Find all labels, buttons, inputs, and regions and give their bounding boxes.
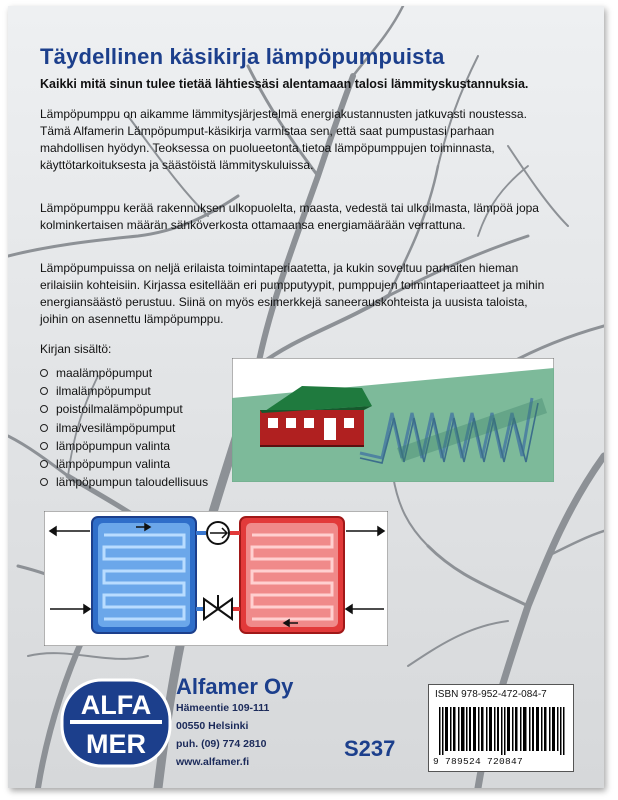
product-code: S237	[344, 736, 396, 761]
circle-bullet-icon	[40, 478, 48, 486]
list-item-label: lämpöpumpun valinta	[56, 438, 171, 453]
publisher-phone: puh. (09) 774 2810	[176, 738, 267, 750]
isbn-barcode	[428, 684, 574, 772]
publisher-name: Alfamer Oy	[176, 674, 294, 699]
list-item-label: poistoilmalämpöpumput	[56, 402, 183, 417]
book-back-cover	[8, 6, 604, 788]
list-item-label: ilma/vesilämpöpumput	[56, 420, 176, 435]
barcode-icon	[439, 707, 567, 755]
circle-bullet-icon	[40, 369, 48, 377]
list-item	[40, 473, 208, 491]
circle-bullet-icon	[40, 460, 48, 468]
contents-heading: Kirjan sisältö:	[40, 342, 112, 356]
list-item	[40, 455, 208, 473]
contents-list	[40, 364, 208, 491]
circle-bullet-icon	[40, 424, 48, 432]
isbn-label: ISBN 978-952-472-084-7	[435, 689, 547, 700]
list-item	[40, 437, 208, 455]
alfamer-logo	[60, 678, 172, 768]
circle-bullet-icon	[40, 387, 48, 395]
heat-pump-principle-diagram	[44, 511, 388, 646]
list-item-label: lämpöpumpun taloudellisuus	[56, 475, 209, 490]
circle-bullet-icon	[40, 442, 48, 450]
list-item	[40, 400, 208, 418]
list-item-label: maalämpöpumput	[56, 366, 153, 381]
subtitle: Kaikki mitä sinun tulee tietää lähtiessäsi alentamaan talosi lämmityskustannuksia.	[40, 77, 529, 91]
list-item	[40, 364, 208, 382]
logo-text-bottom: MER	[86, 729, 146, 759]
list-item-label: ilmalämpöpumput	[56, 384, 151, 399]
publisher-street: Hämeentie 109-111	[176, 702, 270, 714]
types-paragraph: Lämpöpumpuissa on neljä erilaista toimintaperiaatetta, ja kukin soveltuu parhaiten hieman erilaisiin kohteisiin. Kirjassa esitellään eri pumpputyypit, pumppujen toimintaperiaatteet ja mihin energiansäästö perustuu. Siinä on myös esimerkkejä saneerauskohteista ja uusista taloista, joihin on asennettu lämpöpumppu.	[40, 261, 545, 326]
publisher-website: www.alfamer.fi	[176, 756, 250, 768]
list-item	[40, 382, 208, 400]
page-title: Täydellinen käsikirja lämpöpumpuista	[40, 44, 445, 69]
ground-source-heat-pump-illustration	[232, 358, 554, 482]
intro-paragraph: Lämpöpumppu on aikamme lämmitysjärjestelmä energiakustannusten jatkuvasti noustessa. Tämä Alfamerin Lämpöpumput-käsikirja varmistaa sen, että saat pumpustasi parhaan mahdollisen hyödyn. Teoksessa on puolueetonta tietoa lämpöpumppujen toiminnasta, käyttötarkoituksesta ja säästöistä lämmityskuluissa.	[40, 107, 527, 172]
description-paragraph: Lämpöpumppu kerää rakennuksen ulkopuolelta, maasta, vedestä tai ulkoilmasta, lämpöä jopa kolminkertaisen määrän sähköverkosta ottamaansa energiamäärään verrattuna.	[40, 201, 539, 232]
publisher-postal: 00550 Helsinki	[176, 720, 249, 732]
circle-bullet-icon	[40, 405, 48, 413]
list-item	[40, 419, 208, 437]
list-item-label: lämpöpumpun valinta	[56, 457, 171, 472]
logo-text-top: ALFA	[80, 690, 152, 720]
barcode-digits: 9 789524 720847	[433, 756, 524, 767]
